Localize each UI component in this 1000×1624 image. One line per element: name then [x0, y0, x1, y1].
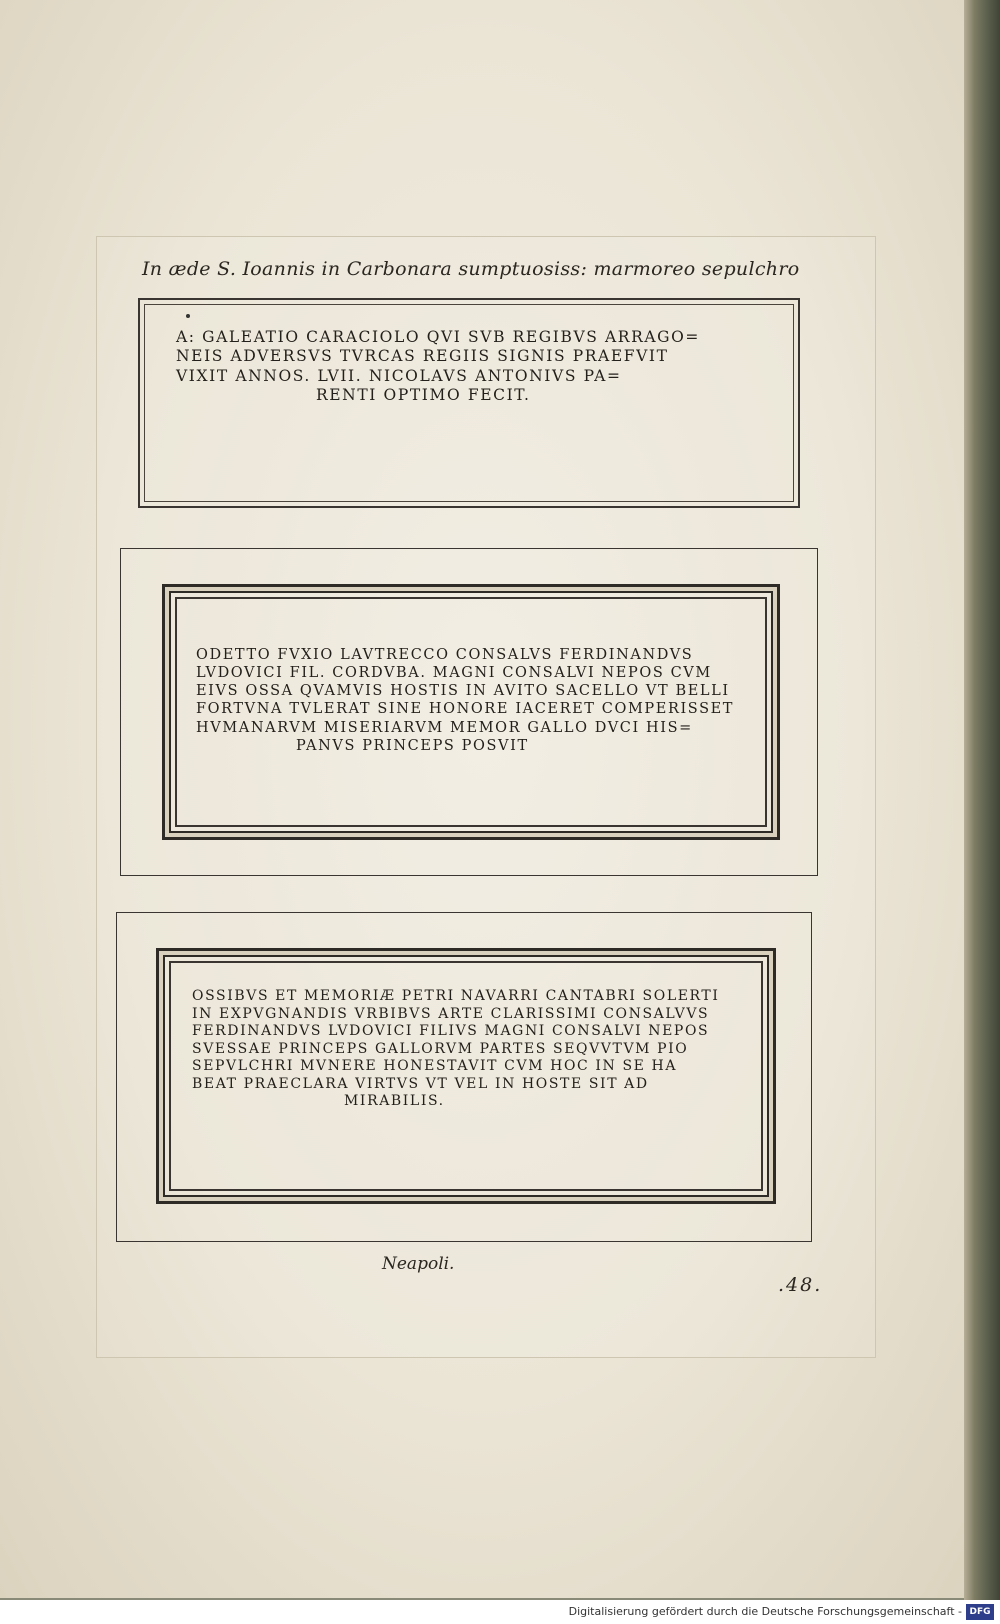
ornament-dot	[186, 314, 190, 318]
inscription-3-line: IN EXPVGNANDIS VRBIBVS ARTE CLARISSIMI CONSALVVS	[192, 1005, 710, 1022]
inscription-3-line: BEAT PRAECLARA VIRTVS VT VEL IN HOSTE SIT AD	[192, 1075, 649, 1092]
place-label: Neapoli.	[382, 1254, 455, 1274]
inscription-2-line: EIVS OSSA QVAMVIS HOSTIS IN AVITO SACELLO VT BELLI	[196, 683, 730, 700]
inscription-1-line: RENTI OPTIMO FECIT.	[316, 386, 531, 405]
page-number: .48.	[778, 1274, 823, 1296]
dfg-logo: DFG	[966, 1604, 994, 1620]
inscription-1-line: NEIS ADVERSVS TVRCAS REGIIS SIGNIS PRAEFVIT	[176, 347, 669, 366]
page-heading: In æde S. Ioannis in Carbonara sumptuosiss: marmoreo sepulchro	[142, 258, 800, 280]
inscription-3-line: SVESSAE PRINCEPS GALLORVM PARTES SEQVVTVM PIO	[192, 1040, 689, 1057]
book-edge	[964, 0, 1000, 1600]
inscription-3	[192, 988, 752, 1111]
inscription-2-line: ODETTO FVXIO LAVTRECCO CONSALVS FERDINANDVS	[196, 647, 694, 663]
inscription-1-line: A: GALEATIO CARACIOLO QVI SVB REGIBVS ARRAGO=	[176, 328, 701, 346]
inscription-2-line: HVMANARVM MISERIARVM MEMOR GALLO DVCI HIS=	[196, 719, 693, 736]
inscription-3-line: FERDINANDVS LVDOVICI FILIVS MAGNI CONSALVI NEPOS	[192, 1023, 710, 1039]
inscription-2-line: LVDOVICI FIL. CORDVBA. MAGNI CONSALVI NEPOS CVM	[196, 665, 712, 682]
inscription-3-line: MIRABILIS.	[344, 1093, 445, 1109]
inscription-2-line: PANVS PRINCEPS POSVIT	[296, 737, 529, 754]
inscription-1	[176, 328, 766, 406]
inscription-1-line: VIXIT ANNOS. LVII. NICOLAVS ANTONIVS PA=	[176, 366, 622, 385]
inscription-2-line: FORTVNA TVLERAT SINE HONORE IACERET COMPERISSET	[196, 701, 735, 718]
digitization-credit: Digitalisierung gefördert durch die Deutsche Forschungsgemeinschaft -	[568, 1605, 962, 1618]
inscription-3-line: OSSIBVS ET MEMORIÆ PETRI NAVARRI CANTABRI SOLERTI	[192, 988, 720, 1004]
inscription-2	[196, 646, 766, 755]
inscription-3-line: SEPVLCHRI MVNERE HONESTAVIT CVM HOC IN SE HA	[192, 1058, 678, 1074]
